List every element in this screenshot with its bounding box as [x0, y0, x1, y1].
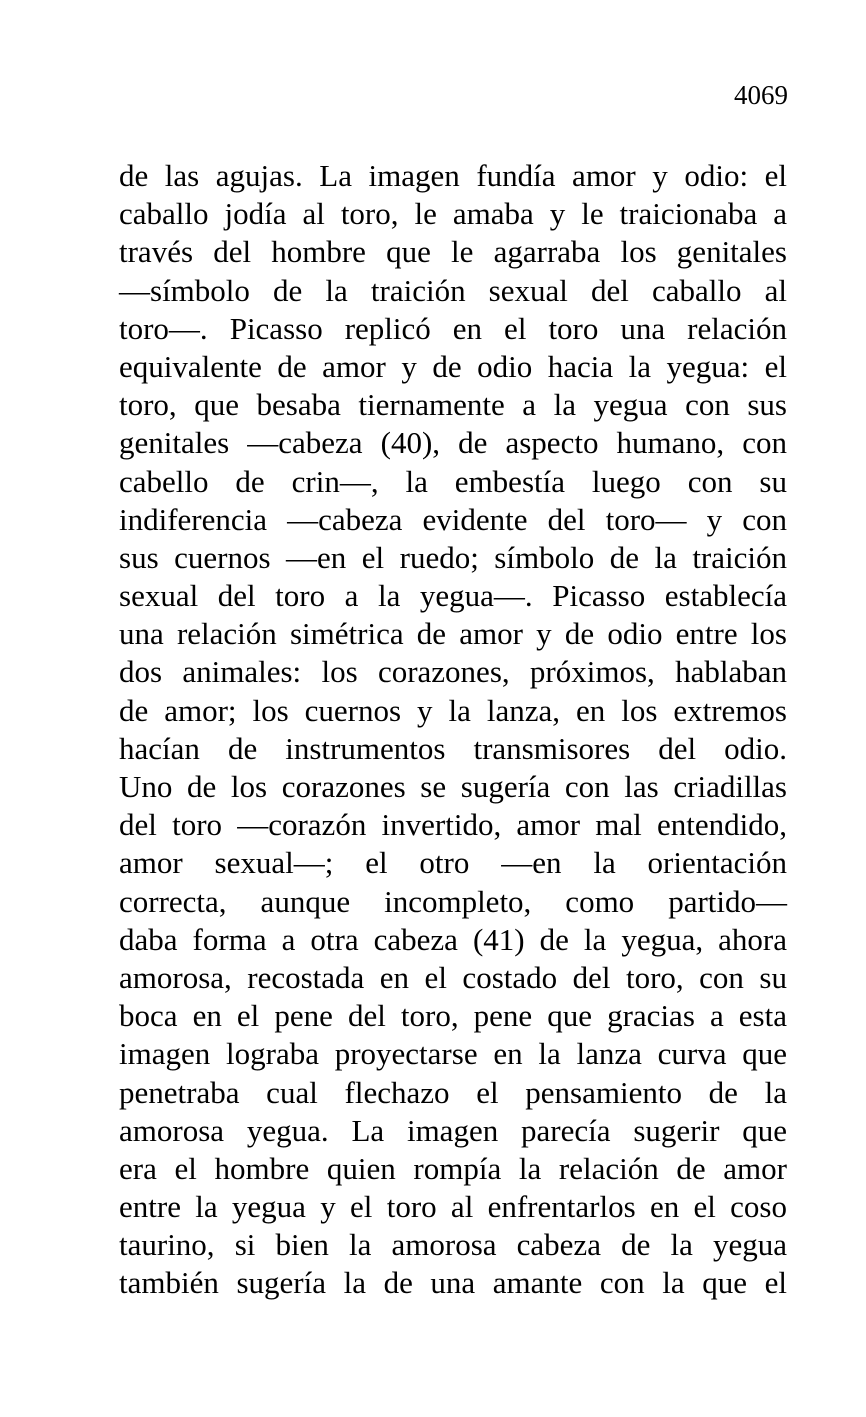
text-line: dos animales: los corazones, próximos, hablaban: [119, 654, 787, 690]
text-line: boca en el pene del toro, pene que gracias a esta: [119, 998, 787, 1034]
text-line: entre la yegua y el toro al enfrentarlos en el coso: [119, 1189, 787, 1225]
text-line: Uno de los corazones se sugería con las criadillas: [119, 769, 787, 804]
text-line: —símbolo de la traición sexual del caballo al: [119, 272, 787, 308]
text-line: toro, que besaba tiernamente a la yegua con sus: [119, 387, 787, 423]
text-line: amorosa, recostada en el costado del toro, con su: [119, 959, 787, 995]
text-line: cabello de crin—, la embestía luego con su: [119, 463, 787, 499]
text-line: taurino, si bien la amorosa cabeza de la yegua: [119, 1227, 787, 1263]
text-line: del toro —corazón invertido, amor mal entendido,: [119, 807, 787, 843]
text-line: una relación simétrica de amor y de odio entre los: [119, 616, 787, 652]
text-line: sexual del toro a la yegua—. Picasso establecía: [119, 578, 787, 614]
text-line: de amor; los cuernos y la lanza, en los extremos: [119, 692, 787, 728]
text-line: era el hombre quien rompía la relación de amor: [119, 1150, 787, 1186]
text-line: hacían de instrumentos transmisores del odio.: [119, 730, 787, 766]
text-line: amor sexual—; el otro —en la orientación: [119, 845, 787, 881]
text-line: penetraba cual flechazo el pensamiento de la: [119, 1074, 787, 1110]
text-line: indiferencia —cabeza evidente del toro— y con: [119, 501, 787, 537]
text-line: genitales —cabeza (40), de aspecto humano, con: [119, 425, 787, 461]
text-line: caballo jodía al toro, le amaba y le traicionaba a: [119, 196, 787, 232]
text-line: equivalente de amor y de odio hacia la yegua: el: [119, 348, 787, 384]
text-line: también sugería la de una amante con la que el: [119, 1265, 787, 1301]
text-line: toro—. Picasso replicó en el toro una relación: [119, 310, 787, 346]
text-line: través del hombre que le agarraba los genitales: [119, 234, 787, 270]
text-line: de las agujas. La imagen fundía amor y odio: el: [119, 158, 787, 193]
text-line: amorosa yegua. La imagen parecía sugerir que: [119, 1112, 787, 1148]
text-line: correcta, aunque incompleto, como partido—: [119, 883, 787, 919]
text-line: sus cuernos —en el ruedo; símbolo de la traición: [119, 539, 787, 575]
body-text: [119, 157, 787, 1303]
text-line: daba forma a otra cabeza (41) de la yegua, ahora: [119, 921, 787, 957]
text-line: imagen lograba proyectarse en la lanza curva que: [119, 1036, 787, 1072]
page-number: 4069: [734, 80, 788, 110]
